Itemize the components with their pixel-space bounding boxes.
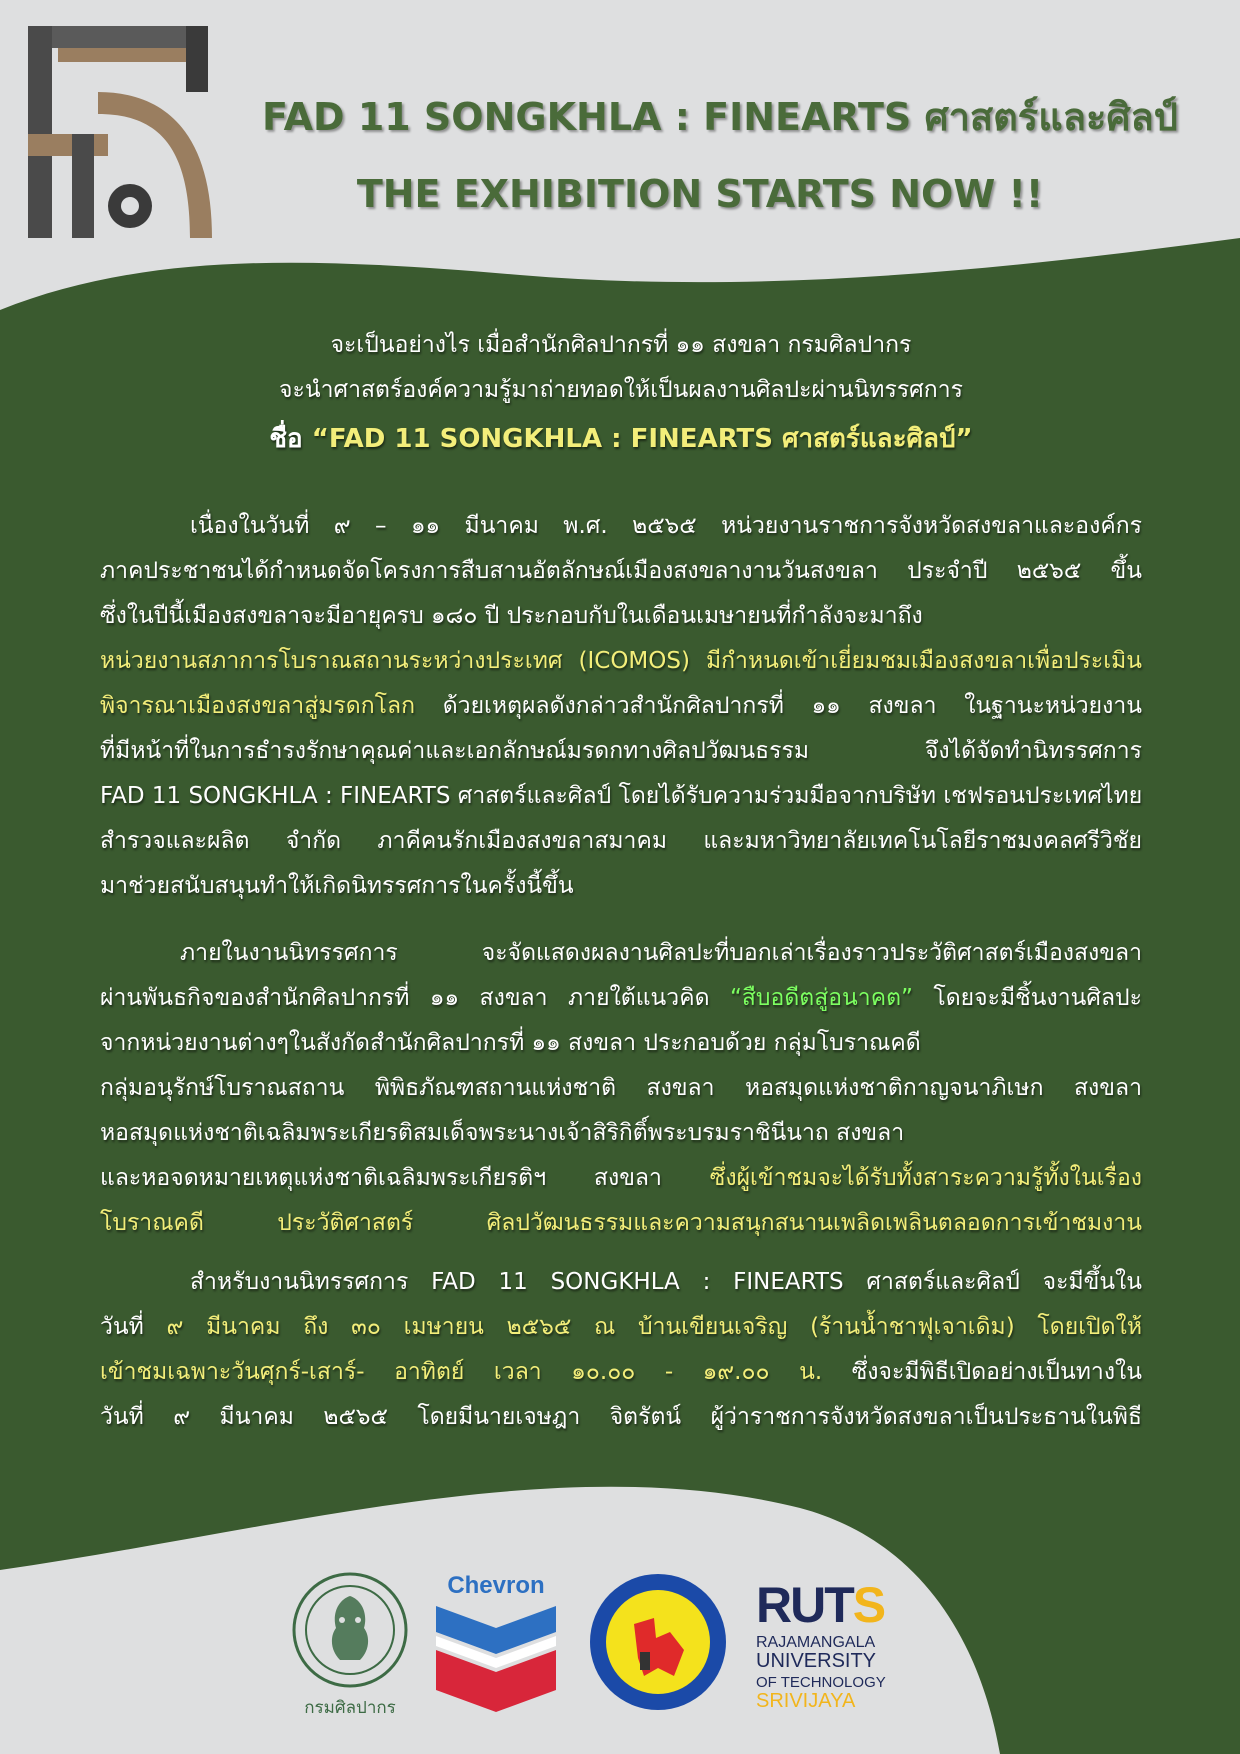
exhibition-name-line [100,413,1142,465]
ruts-logo [756,1578,936,1718]
ruts-wordmark [756,1578,884,1632]
ruts-text-line: UNIVERSITY [756,1650,877,1672]
page-title: FAD 11 SONGKHLA : FINEARTS ศาสตร์และศิลป์ [262,95,1178,139]
paragraph-1 [100,504,1142,909]
fad-logo [28,26,212,238]
fine-arts-department-label: กรมศิลปากร [304,1698,396,1718]
paragraph-text: ผ่านพันธกิจของสำนักศิลปากรที่ ๑๑ สงขลา ภายใต้แนวคิด [100,985,730,1011]
chevron-logo [434,1572,558,1712]
paragraph-text: ซึ่งจะมีพิธีเปิดอย่างเป็นทางใน [822,1359,1143,1385]
paragraph-line: โบราณคดี ประวัติศาสตร์ ศิลปวัฒนธรรมและความสนุกสนานเพลิดเพลินตลอดการเข้าชมงาน [100,1210,1142,1236]
exhibition-name: “FAD 11 SONGKHLA : FINEARTS ศาสตร์และศิลป์” [311,424,973,454]
ruts-text-line: OF TECHNOLOGY [756,1674,886,1691]
ruts-wordmark-main: RUT [756,1577,853,1633]
paragraph-3 [100,1260,1142,1440]
paragraph-line: เนื่องในวันที่ ๙ – ๑๑ มีนาคม พ.ศ. ๒๕๖๕ หน่วยงานราชการจังหวัดสงขลาและองค์กร [190,513,1142,539]
paragraph-text: ด้วยเหตุผลดังกล่าวสำนักศิลปากรที่ ๑๑ สงขลา ในฐานะหน่วยงาน [415,693,1142,719]
paragraph-line [100,684,1142,729]
paragraph-line: หน่วยงานสภาการโบราณสถานระหว่างประเทศ (ICOMOS) มีกำหนดเข้าเยี่ยมชมเมืองสงขลาเพื่อประเมิน [100,648,1142,674]
songkhla-heritage-trust-logo [588,1572,728,1712]
ruts-text-line: SRIVIJAYA [756,1690,856,1712]
date-highlight: ๙ มีนาคม ถึง ๓๐ เมษายน ๒๕๖๕ ณ บ้านเขียนเจริญ (ร้านน้ำชาฟุเจาเดิม) โดยเปิดให้ [166,1314,1142,1340]
ganesha-seal-icon [290,1570,410,1690]
paragraph-line: ซึ่งในปีนี้เมืองสงขลาจะมีอายุครบ ๑๘๐ ปี ประกอบกับในเดือนเมษายนที่กำลังจะมาถึง [100,603,923,629]
intro-line: จะเป็นอย่างไร เมื่อสำนักศิลปากรที่ ๑๑ สงขลา กรมศิลปากร [330,332,912,358]
paragraph-line: จากหน่วยงานต่างๆในสังกัดสำนักศิลปากรที่ ๑๑ สงขลา ประกอบด้วย กลุ่มโบราณคดี [100,1030,921,1056]
paragraph-line [100,976,1142,1021]
paragraph-line [100,1305,1142,1350]
chevron-label: Chevron [447,1572,545,1599]
paragraph-line: วันที่ ๙ มีนาคม ๒๕๖๕ โดยมีนายเจษฎา จิตรัตน์ ผู้ว่าราชการจังหวัดสงขลาเป็นประธานในพิธี [100,1404,1142,1430]
exhibition-name-prefix: ชื่อ [269,424,312,454]
paragraph-line: ภาคประชาชนได้กำหนดจัดโครงการสืบสานอัตลักษณ์เมืองสงขลางานวันสงขลา ประจำปี ๒๕๖๕ ขึ้น [100,558,1142,584]
paragraph-text: วันที่ [100,1314,167,1340]
chevron-emblem-icon [436,1606,556,1712]
page-subtitle: THE EXHIBITION STARTS NOW !! [356,172,1044,216]
highlight-text: พิจารณาเมืองสงขลาสู่มรดกโลก [100,693,416,719]
highlight-text: ซึ่งผู้เข้าชมจะได้รับทั้งสาระความรู้ทั้งในเรื่อง [709,1165,1142,1191]
concept-highlight: “สืบอดีตสู่อนาคต” [729,985,913,1011]
paragraph-line: มาช่วยสนับสนุนทำให้เกิดนิทรรศการในครั้งนี้ขึ้น [100,873,574,899]
paragraph-line: หอสมุดแห่งชาติเฉลิมพระเกียรติสมเด็จพระนางเจ้าสิริกิติ์พระบรมราชินีนาถ สงขลา [100,1120,905,1146]
ruts-wordmark-s: S [852,1577,885,1633]
paragraph-line: กลุ่มอนุรักษ์โบราณสถาน พิพิธภัณฑสถานแห่งชาติ สงขลา หอสมุดแห่งชาติกาญจนาภิเษก สงขลา [100,1075,1142,1101]
paragraph-line [100,1156,1142,1201]
fine-arts-department-logo [290,1570,410,1720]
paragraph-line: สำรวจและผลิต จำกัด ภาคีคนรักเมืองสงขลาสมาคม และมหาวิทยาลัยเทคโนโลยีราชมงคลศรีวิชัย [100,828,1142,854]
time-highlight: เข้าชมเฉพาะวันศุกร์-เสาร์- อาทิตย์ เวลา ๑๐.๐๐ - ๑๙.๐๐ น. [100,1359,823,1385]
paragraph-line: ที่มีหน้าที่ในการธำรงรักษาคุณค่าและเอกลักษณ์มรดกทางศิลปวัฒนธรรม จึงได้จัดทำนิทรรศการ [100,738,1142,764]
intro-block [100,323,1142,465]
paragraph-line: FAD 11 SONGKHLA : FINEARTS ศาสตร์และศิลป์ โดยได้รับความร่วมมือจากบริษัท เชฟรอนประเทศไทย [100,783,1143,809]
sponsor-logos [290,1570,930,1720]
paragraph-2 [100,931,1142,1246]
paragraph-line: สำหรับงานนิทรรศการ FAD 11 SONGKHLA : FINEARTS ศาสตร์และศิลป์ จะมีขึ้นใน [190,1269,1142,1295]
paragraph-line [100,1350,1142,1395]
paragraph-line: ภายในงานนิทรรศการ จะจัดแสดงผลงานศิลปะที่บอกเล่าเรื่องราวประวัติศาสตร์เมืองสงขลา [180,940,1142,966]
intro-line: จะนำศาสตร์องค์ความรู้มาถ่ายทอดให้เป็นผลงานศิลปะผ่านนิทรรศการ [279,377,963,403]
ruts-text-line: RAJAMANGALA [756,1634,876,1651]
paragraph-text: โดยจะมีชิ้นงานศิลปะ [912,985,1142,1011]
paragraph-text: และหอจดหมายเหตุแห่งชาติเฉลิมพระเกียรติฯ สงขลา [100,1165,710,1191]
